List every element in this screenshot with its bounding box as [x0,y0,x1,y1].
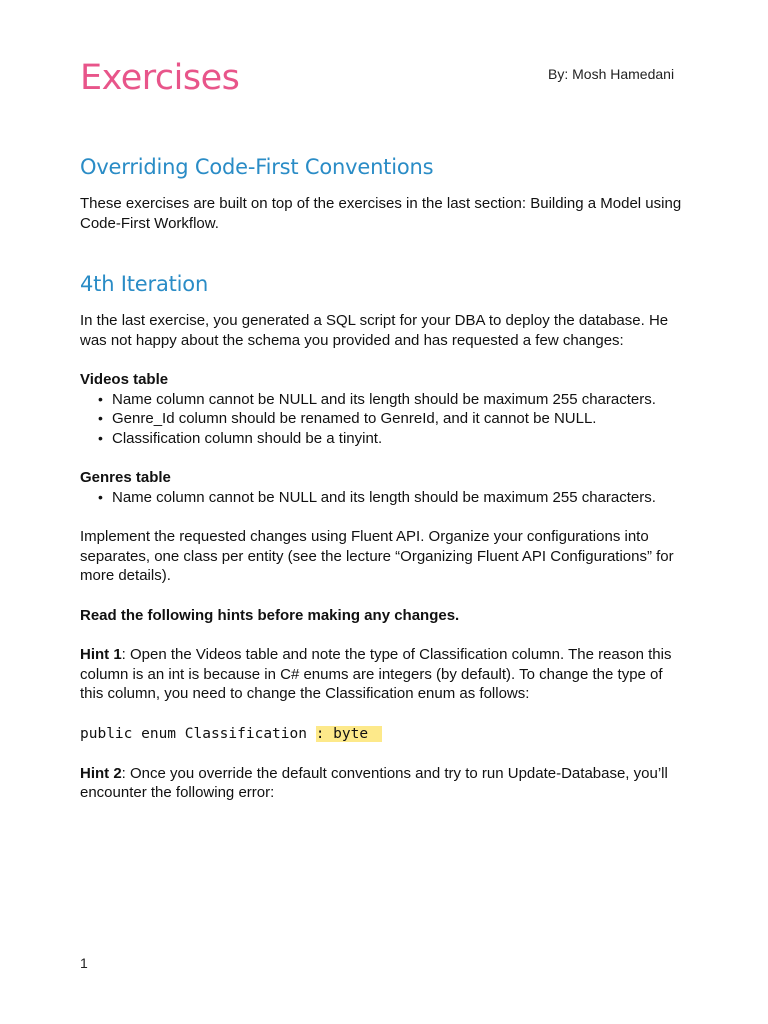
hint2-text: : Once you override the default conventions and try to run Update-Database, you’ll encounter the following error: [80,764,668,801]
code-prefix: public enum Classification [80,725,316,742]
iteration-intro-paragraph: In the last exercise, you generated a SQL script for your DBA to deploy the database. He was not happy about the schema you provided and has requested a few changes: [80,312,669,349]
videos-requirements-list [80,390,690,449]
implement-paragraph: Implement the requested changes using Fluent API. Organize your configurations into separates, one class per entity (see the lecture “Organizing Fluent API Configurations” for more details). [80,528,674,584]
read-hints-paragraph: Read the following hints before making any changes. [80,606,460,624]
hint2-paragraph [80,764,690,803]
list-item: • Classification column should be a tinyint. [80,429,690,449]
list-item: • Name column cannot be NULL and its length should be maximum 255 characters. [80,488,690,508]
document-body [80,150,690,803]
author-byline: By: Mosh Hamedani [548,66,675,82]
genres-table-label: Genres table [80,469,171,486]
hint1-text: : Open the Videos table and note the type of Classification column. The reason this column is an int is because in C# enums are integers (by default). To change the type of this column, you need to change the Classification enum as follows: [80,646,672,702]
list-item: • Genre_Id column should be renamed to GenreId, and it cannot be NULL. [80,409,690,429]
page-title: Exercises [80,58,240,98]
code-snippet [80,724,690,744]
hint1-label: Hint 1 [80,646,122,663]
genres-requirements-list [80,488,690,508]
hint2-label: Hint 2 [80,764,122,782]
list-item: • Name column cannot be NULL and its length should be maximum 255 characters. [80,390,690,410]
section-intro-paragraph: These exercises are built on top of the exercises in the last section: Building a Model using Code-First Workflow. [80,195,682,232]
videos-table-label: Videos table [80,371,169,388]
code-highlight: : byte [316,726,382,742]
section-heading-overriding: Overriding Code-First Conventions [80,155,434,179]
section-heading-iteration: 4th Iteration [80,272,209,296]
page-number: 1 [80,955,88,971]
hint1-paragraph [80,645,690,704]
